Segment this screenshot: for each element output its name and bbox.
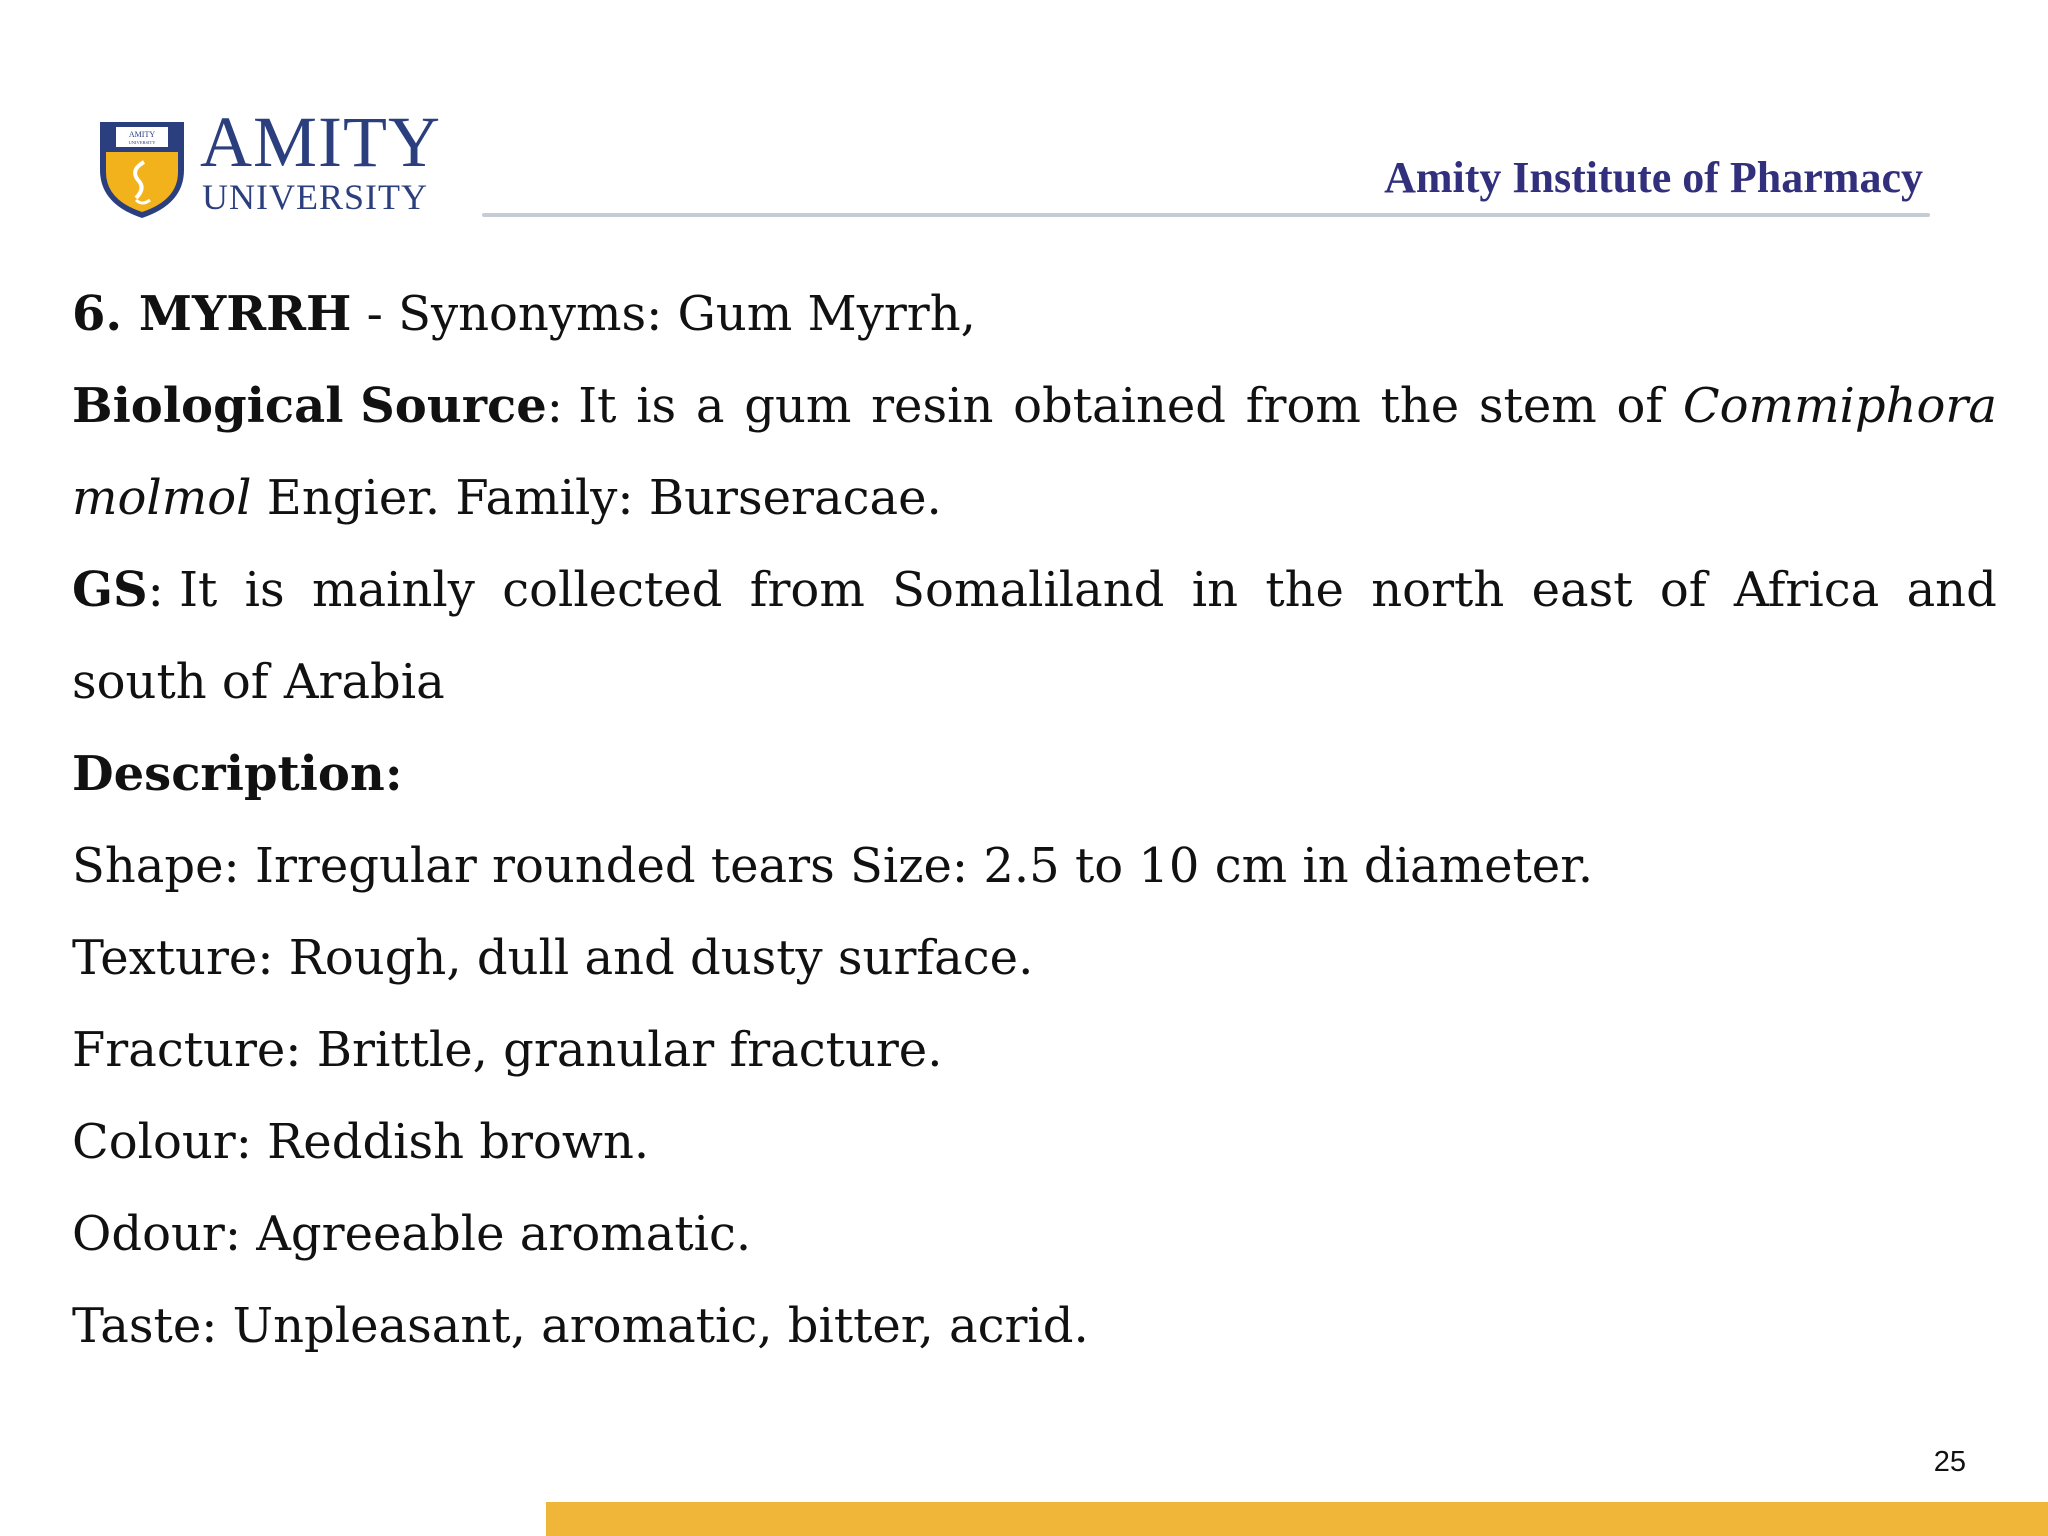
logo-wordmark: AMITY (200, 102, 441, 182)
description-shape: Shape: Irregular rounded tears Size: 2.5 to 10 cm in diameter. (72, 838, 1594, 894)
species-name: molmol (72, 470, 252, 526)
biological-source-line-2 (72, 452, 1997, 544)
bio-word: gum (744, 378, 852, 434)
bio-word: is (636, 378, 677, 434)
description-heading: Description: (72, 746, 403, 802)
gs-word: the (1265, 562, 1344, 618)
gs-word: in (1191, 562, 1238, 618)
gs-word: of (1659, 562, 1707, 618)
description-colour: Colour: Reddish brown. (72, 1114, 650, 1170)
gs-word: and (1906, 562, 1997, 618)
bio-word: of (1616, 378, 1664, 434)
logo-subtitle: UNIVERSITY (202, 177, 428, 217)
page-number: 25 (1933, 1446, 1966, 1478)
gs-word: Africa (1733, 562, 1880, 618)
bio-word: from (1245, 378, 1361, 434)
amity-shield-icon (96, 112, 188, 220)
description-taste: Taste: Unpleasant, aromatic, bitter, acrid. (72, 1298, 1089, 1354)
description-odour: Odour: Agreeable aromatic. (72, 1206, 752, 1262)
bio-word: resin (871, 378, 994, 434)
institute-title: Amity Institute of Pharmacy (1384, 153, 1923, 202)
gs-label: GS (72, 562, 148, 618)
geographical-source-line-1 (72, 544, 1997, 636)
slide-content (72, 268, 1997, 1372)
genus-name: Commiphora (1682, 378, 1997, 434)
drug-title: 6. MYRRH (72, 286, 352, 342)
gs-word: north (1371, 562, 1505, 618)
description-fracture: Fracture: Brittle, granular fracture. (72, 1022, 943, 1078)
synonyms-text: - Synonyms: Gum Myrrh, (351, 286, 976, 342)
gs-word: : It (147, 562, 218, 618)
gs-word: east (1531, 562, 1633, 618)
family-text: Engier. Family: Burseracae. (251, 470, 942, 526)
footer-accent-bar (546, 1502, 2048, 1536)
title-line (72, 268, 1997, 360)
gs-word: mainly (311, 562, 475, 618)
amity-university-logo (96, 102, 441, 224)
svg-text:UNIVERSITY: UNIVERSITY (128, 140, 156, 145)
shield-badge-text: AMITY (128, 130, 156, 139)
gs-word: Somaliland (892, 562, 1165, 618)
biological-source-label: Biological Source (72, 378, 547, 434)
gs-word: collected (502, 562, 723, 618)
bio-word: stem (1478, 378, 1597, 434)
gs-word: is (244, 562, 285, 618)
geographical-source-line-2: south of Arabia (72, 654, 445, 710)
bio-word: : It (546, 378, 617, 434)
bio-word: a (695, 378, 725, 434)
gs-word: from (749, 562, 865, 618)
bio-word: obtained (1013, 378, 1227, 434)
description-texture: Texture: Rough, dull and dusty surface. (72, 930, 1034, 986)
biological-source-line-1 (72, 360, 1997, 452)
header-divider (482, 213, 1930, 217)
bio-word: the (1380, 378, 1460, 434)
